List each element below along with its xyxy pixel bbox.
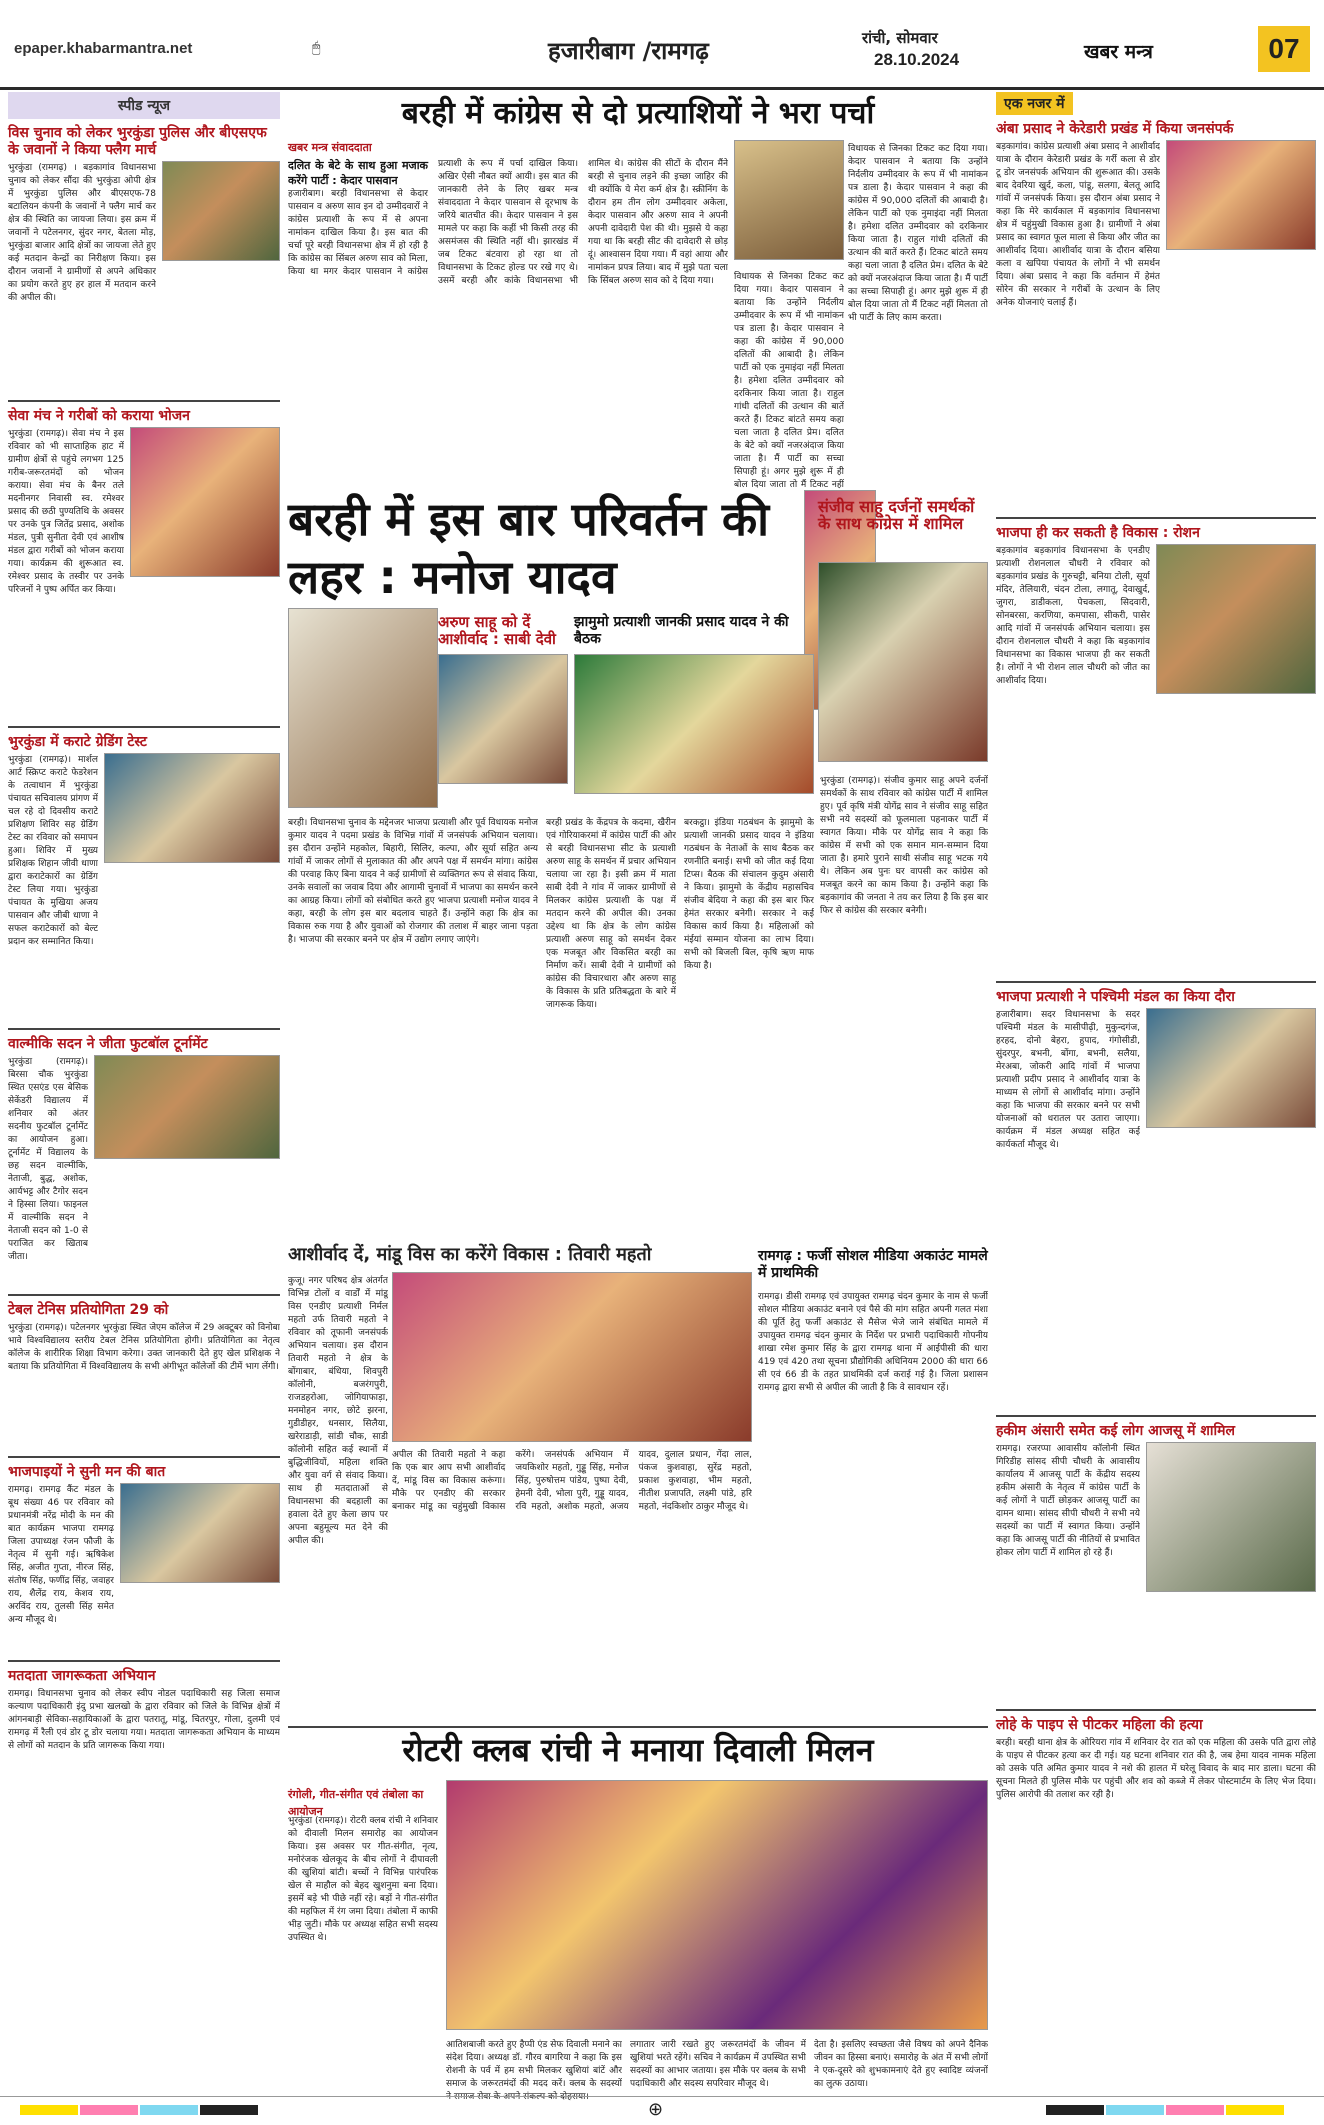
pointer-icon: 🖱 [312, 40, 321, 56]
story-headline[interactable]: टेबल टेनिस प्रतियोगिता 29 को [8, 1302, 169, 1318]
news-photo [104, 753, 280, 863]
news-photo [1146, 1008, 1316, 1128]
divider [8, 1660, 280, 1662]
story-text: बरही। बरही थाना क्षेत्र के ओरियरा गांव में शनिवार देर रात को एक महिला की उसके पति द्वारा लोहे के पाइप से पीटकर हत्या कर दी गई। यह घटना शनिवार रात की है, जब हेमा यादव नामक महिला को उसके पति अमित कुमार यादव ने नशे की हालत में घरेलू विवाद के बाद मार डाला। घटना की सूचना मिलते ही पुलिस मौके पर पहुंची और शव को कब्जे में लेकर पोस्टमार्टम के लिए भेज दिया। पुलिस आरोपी की तलाश कर रही है। [996, 1738, 1316, 1800]
story-text: कुजू। नगर परिषद क्षेत्र अंतर्गत विभिन्न टोलों व वार्डों में मांडू विस एनडीए प्रत्याशी निर्मल महतो उर्फ तिवारी महतो ने रविवार को तूफानी जनसंपर्क अभियान चलाया। इस दौरान तिवारी महतो ने क्षेत्र के बोंगाबार, बंधिया, शिवपुरी कॉलोनी, बजरंगपुरी, राजडहरोआ, जोगियाफाड़ा, मनमोहन नगर, छोटे झरना, गुडीडीहर, धनसार, सिलैया, खरेराडाड़ी, सांडी चौक, साडी कॉलोनी सहित कई स्थानों में बुद्धिजीवियों, महिला शक्ति और युवा वर्ग से संवाद किया। साथ ही मतदाताओं से विधानसभा की बदहाली का हवाला देते हुए केला छाप पर अपना बहुमूल्य मत देने की अपील की। [288, 1276, 388, 1546]
color-swatch [1226, 2105, 1284, 2115]
story-text: हजारीबाग। बरही विधानसभा से केदार पासवान व अरुण साव इन दो उम्मीदवारों ने कांग्रेस प्रत्याशी के रूप में से अपना नामांकन दाखिल किया है। इस बात की चर्चा पूरे बरही विधानसभा क्षेत्र में हो रही है कि कांग्रेस का सिंबल अरुण साव को मिला, किया था मगर केदार पासवान ने कांग्रेस प्रत्याशी के रूप में पर्चा दाखिल किया। अखिर ऐसी नौबत क्यों आयी। इस बात की जानकारी लेने के लिए खबर मन्त्र संवाददाता ने केदार पासवान से दूरभाष के जरिये बातचीत की। केदार पासवान ने इस मामले पर कहा कि कहीं भी किसी तरह की असमंजस की स्थिति नहीं थी। झारखंड में जब टिकट बंटवारा हो रहा था तो विधानसभा के टिकट होल्ड पर रखे गए थे। उसमें बरही और कांके विधानसभा भी शामिल थे। कांग्रेस की सीटों के दौरान मैंने बरही से चुनाव लड़ने की इच्छा जाहिर की थी क्योंकि ये मेरा कर्म क्षेत्र है। स्क्रीनिंग के दौरान हम तीन लोग उम्मीदवार अकेला, केदार पासवान और अरुण साव ने अपनी अपनी दावेदारी पेश की थी। मुझसे ये कहा गया था कि बरही सीट की दावेदारी से छोड़ दूं। आश्वासन दिया गया। मैं वहां आया और नामांकन प्रपत्र लिया। बाद में मुझे पता चला कि सिंबल अरुण साव को दे दिया गया। [288, 159, 728, 286]
headline-fake-account[interactable]: रामगढ़ : फर्जी सोशल मीडिया अकाउंट मामले में प्राथमिकी [758, 1248, 988, 1281]
news-photo [94, 1055, 280, 1159]
edition-title: हजारीबाग /रामगढ़ [548, 37, 709, 65]
main-news-area [288, 92, 988, 2102]
story-text: विधायक से जिनका टिकट कट दिया गया। केदार पासवान ने बताया कि उन्होंने निर्दलीय उम्मीदवार के रूप में भी नामांकन पत्र डाला है। केदार पासवान ने कहा की कांग्रेस में 90,000 दलितों की आबादी है। लेकिन पार्टी को एक नुमाइंदा नहीं मिलता है। हमेशा दलित उम्मीदवार को दरकिनार किया जाता है। राहुल गांधी दलितों की उत्थान की बातें करते हैं। टिकट बांटते समय कहा चला जाता है दलित प्रेम। दलित के बेटे को क्यों नजरअंदाज किया जाता है। मैं पार्टी का सच्चा सिपाही हूं। अगर मुझे शुरू में ही बोल दिया जाता तो मैं टिकट नहीं [734, 272, 844, 490]
story-headline[interactable]: अंबा प्रसाद ने केरेडारी प्रखंड में किया जनसंपर्क [996, 121, 1234, 137]
story-text: बरकट्ठा। इंडिया गठबंधन के झामुमो के प्रत्याशी जानकी प्रसाद यादव ने इंडिया गठबंधन के नेताओं के साथ बैठक कर रणनीति बनाई। सभी को जीत कई दिया टिप्स। बैठक की संचालन कुदुम अंसारी ने किया। झामुमो के केंद्रीय महासचिव संजीव बेदिया ने कहा की इस बार फिर हेमंत सरकार बनेगी। सरकार ने कई विकास कार्य किया है। महिलाओं को मंईयां सम्मान योजना का लाभ दिया। सभी को बिजली बिल, कृषि ऋण माफ किया है। [684, 818, 814, 971]
news-photo [162, 161, 280, 261]
headline-rotary-club[interactable]: रोटरी क्लब रांची ने मनाया दिवाली मिलन [402, 1731, 874, 1769]
divider [8, 1028, 280, 1030]
story-text: भुरकुंडा (रामगढ़) । बड़कागांव विधानसभा चुनाव को लेकर सौंदा की भुरकुंडा ओपी क्षेत्र में भुरकुंडा पुलिस और बीएसएफ-78 बटालियन कंपनी के जवानों ने फ्लैग मार्च कर क्षेत्र की स्थिति का जायजा लिया। इस क्रम में जवानों ने पटेलनगर, सुंदर नगर, बेतला मोड़, भुरकुंडा बाजार आदि क्षेत्रों का जायजा लेते हुए कई मतदान केन्द्रों का निरीक्षण किया। इस दौरान जवानों ने ग्रामीणों से अपने अधिकार का प्रयोग करते हुए हर हाल में मतदान करने की अपील की। [8, 163, 156, 303]
headline-manoj-yadav[interactable]: बरही में इस बार परिवर्तन की लहर : मनोज यादव [288, 492, 770, 604]
story-text: रामगढ़। रामगढ़ कैंट मंडल के बूथ संख्या 46 पर रविवार को प्रधानमंत्री नरेंद्र मोदी के मन की बात कार्यक्रम भाजपा रामगढ़ जिला उपाध्यक्ष रंजन फौजी के नेतृत्व में सुनी गई। ऋषिकेश सिंह, अजीत गुप्ता, नीरज सिंह, संतोष सिंह, फणींद्र सिंह, जवाहर राय, शैलेंद्र राय, केशव राय, अरविंद राय, तुलसी सिंह समेत अन्य मौजूद थे। [8, 1485, 114, 1625]
news-photo [130, 427, 280, 577]
color-swatch [200, 2105, 258, 2115]
story-headline[interactable]: सेवा मंच ने गरीबों को कराया भोजन [8, 408, 190, 424]
story-text: देता है। इसलिए स्वच्छता जैसे विषय को अपने दैनिक जीवन का हिस्सा बनाएं। समारोह के अंत में सभी लोगों ने एक-दूसरे को शुभकामनाएं देते हुए स्वादिष्ट व्यंजनों का लुत्फ उठाया। [814, 2040, 988, 2089]
news-photo [446, 1780, 988, 2030]
story-text: हजारीबाग। सदर विधानसभा के सदर पश्चिमी मंडल के मासीपीढ़ी, मुकुन्दगंज, हरहद, दोनो बेहरा, हुपाद, गंगोसीडी, सुंदरपुर, बभनी, बोंगा, बभनी, सलैया, मेरअबा, जोकरी आदि गांवों में भाजपा प्रत्याशी प्रदीप प्रसाद ने आशीर्वाद यात्रा के माध्यम से लोगों से आशीर्वाद मांगा। उन्होंने कहा कि भाजपा की सरकार बनने पर सभी योजनाओं को धरातल पर उतारा जाएगा। कार्यक्रम में मंडल अध्यक्ष सहित कई कार्यकर्ता मौजूद थे। [996, 1010, 1140, 1150]
sidebar-headline[interactable]: संजीव साहू दर्जनों समर्थकों के साथ कांग्रेस में शामिल [818, 497, 975, 533]
masthead [0, 0, 1324, 90]
registration-mark-icon: ⊕ [648, 2099, 664, 2120]
story-headline[interactable]: भाजपाइयों ने सुनी मन की बात [8, 1464, 166, 1480]
story-text: बड़कागांव। कांग्रेस प्रत्याशी अंबा प्रसाद ने आशीर्वाद यात्रा के दौरान केरेडारी प्रखंड के गर्री कला से डोर टू डोर जनसंपर्क अभियान की शुरूआत की। उसके बाद देवरिया खुर्द, कला, पांडू, सलगा, बेलतू आदि गांवों में जनसंपर्क किया। इस दौरान अंबा प्रसाद ने कहा कि मेरे कार्यकाल में बड़कागांव विधानसभा क्षेत्र में चहुंमुखी विकास हुआ है। ग्रामीणों ने अंबा प्रसाद का स्वागत फूल माला से किया और जीत का आशीर्वाद दिया। आशीर्वाद यात्रा के दौरान बसिया कला व खपिया पंचायत के लोगों ने भी समर्थन दिया। अंबा प्रसाद ने कहा कि वर्तमान में हेमंत सोरेन की सरकार ने गरीबों के उत्थान के लिए अनेक योजनाएं चलाई हैं। [996, 142, 1160, 308]
news-photo [574, 654, 814, 794]
left-news-column [8, 92, 280, 2092]
divider [996, 1709, 1316, 1711]
story-headline[interactable]: भाजपा प्रत्याशी ने पश्चिमी मंडल का किया दौरा [996, 989, 1235, 1005]
news-photo [1166, 140, 1316, 250]
divider [996, 981, 1316, 983]
story-text: भुरकुंडा (रामगढ़)। मार्शल आर्ट स्क्रिप्ट कराटे फेडरेशन के तत्वाधान में भुरकुंडा पंचायत सचिवालय प्रांगण में चल रहे दो दिवसीय कराटे प्रशिक्षण शिविर सह ग्रेडिंग टेस्ट का रविवार को समापन हुआ। शिविर में मुख्य प्रशिक्षक शिहान जीवी धाणा द्वारा कराटेकारों का ग्रेडिंग टेस्ट लिया गया। भुरकुंडा पंचायत के मुखिया अजय पासवान और जीबी धाणा ने सफल कराटेकारों को बेल्ट प्रदान कर सम्मानित किया। [8, 755, 98, 947]
story-text: रामगढ़। रजरप्पा आवासीय कॉलोनी स्थित गिरिडीह सांसद सीपी चौधरी के आवासीय कार्यालय में आजसू पार्टी के केंद्रीय सदस्य हकीम अंसारी के नेतृत्व में कांग्रेस पार्टी के कई लोगों ने पार्टी छोड़कर आजसू पार्टी का दामन थामा। सांसद सीपी चौधरी ने सभी नये सदस्यों का पार्टी में स्वागत किया। उन्होंने कहा कि आजसू पार्टी की नीतियों से प्रभावित होकर लोग पार्टी में शामिल हो रहे हैं। [996, 1444, 1140, 1558]
story-text: बरही प्रखंड के केंद्रपत्र के कदमा, खैरीन एवं गोरियाकरमां में कांग्रेस पार्टी की ओर से बरही विधानसभा सीट के प्रत्याशी अरुण साहू के समर्थन में प्रचार अभियान चलाया जा रहा है। इसी क्रम में माता साबी देवी ने गांव में जाकर ग्रामीणों से मिलकर कांग्रेस प्रत्याशी के पक्ष में मतदान करने की अपील की। उनका उद्देश्य था कि क्षेत्र के लोग कांग्रेस प्रत्याशी अरुण साहू को समर्थन देकर एक मजबूत और विकसित बरही का निर्माण करें। साबी देवी ने ग्रामीणों को कांग्रेस की विचारधारा और अरुण साहू के विकास के प्रति प्रतिबद्धता के बारे में जागरूक किया। [546, 818, 676, 1010]
news-photo [120, 1483, 280, 1583]
story-headline[interactable]: विस चुनाव को लेकर भुरकुंडा पुलिस और बीएसएफ के जवानों ने किया फ्लैग मार्च [8, 125, 267, 158]
right-news-column [996, 92, 1316, 2092]
news-photo [288, 608, 438, 808]
color-swatch [1106, 2105, 1164, 2115]
news-photo [818, 562, 988, 762]
lead-story-text [288, 158, 728, 488]
story-text: भुरकुंडा (रामगढ़)। पटेलनगर भुरकुंडा स्थित जेएम कॉलेज में 29 अक्टूबर को विनोबा भावे विश्वविद्यालय स्तरीय टेबल टेनिस प्रतियोगिता होगी। प्रतियोगिता का नेतृत्व कॉलेज के शारीरिक शिक्षा विभाग करेगा। उक्त जानकारी देते हुए खेल प्रशिक्षक ने बताया कि प्रतियोगिता में विश्वविद्यालय के सभी अंगीभूत कॉलेजों की टीमें भाग लेंगी। [8, 1323, 280, 1372]
page-number: 07 [1258, 26, 1310, 72]
photo-caption: झामुमो प्रत्याशी जानकी प्रसाद यादव ने की बैठक [574, 614, 789, 647]
story-headline[interactable]: मतदाता जागरूकता अभियान [8, 1668, 156, 1684]
news-photo [1156, 544, 1316, 694]
story-text: विधायक से जिनका टिकट कट दिया गया। केदार पासवान ने बताया कि उन्होंने निर्दलीय उम्मीदवार के रूप में भी नामांकन पत्र डाला है। केदार पासवान ने कहा की कांग्रेस में 90,000 दलितों की आबादी है। लेकिन पार्टी को एक नुमाइंदा नहीं मिलता है। हमेशा दलित उम्मीदवार को दरकिनार किया जाता है। राहुल गांधी दलितों की उत्थान की बातें करते हैं। टिकट बांटते समय कहा चला जाता है दलित प्रेम। दलित के बेटे को क्यों नजरअंदाज किया जाता है। मैं पार्टी का सच्चा सिपाही हूं। अगर मुझे शुरू में ही बोल दिया जाता तो मैं टिकट नहीं मिलता तो भी पार्टी के लिए काम करता। [848, 144, 988, 323]
headline-tiwari-mahto[interactable]: आशीर्वाद दें, मांडू विस का करेंगे विकास : तिवारी महतो [288, 1244, 652, 1265]
divider [996, 517, 1316, 519]
story-text: भुरकुंडा (रामगढ़)। बिरसा चौक भुरकुंडा स्थित एसएंड एस बेसिक सेकेंडरी विद्यालय में शनिवार को अंतर सदनीय फुटबॉल टूर्नामेंट का आयोजन हुआ। टूर्नामेंट में विद्यालय के छह सदन वाल्मीकि, नेताजी, बुद्ध, अशोक, आर्यभट्ट और टैगोर सदन ने हिस्सा लिया। फाइनल में वाल्मीकि सदन ने नेताजी सदन को 1-0 से पराजित कर खिताब जीता। [8, 1057, 88, 1262]
divider [8, 400, 280, 402]
news-photo [1146, 1442, 1316, 1592]
story-text: बड़कागांव बड़कागांव विधानसभा के एनडीए प्रत्याशी रोशनलाल चौधरी ने रविवार को बड़कागांव प्रखंड के गुरुचट्टी, बनिया टोली, सूर्या मंदिर, तेलियारी, चंदन टोला, लगातू, देवाखुर्द, जुगरा, डाडीकला, पेचकला, सिदवारी, सोनबरसा, करणिया, कमपासा, सीकरी, पासेर आदि गांवों में जनसंपर्क अभियान चलाया। इस दौरान रोशनलाल चौधरी ने कहा कि बड़कागांव विधानसभा का विकास भाजपा ही कर सकती है। लोगों ने भी रोशन लाल चौधरी को जीत का आशीर्वाद दिया। [996, 546, 1150, 686]
divider [8, 1294, 280, 1296]
story-text: बरही। विधानसभा चुनाव के मद्देनजर भाजपा प्रत्याशी और पूर्व विधायक मनोज कुमार यादव ने पदमा प्रखंड के विभिन्न गांवों में जनसंपर्क अभियान चलाया। इस दौरान उन्होंने महकोल, बिहारी, सिलिर, कल्पा, और सूर्या सहित अन्य गांवों में जाकर लोगों से मुलाकात की और अपने पक्ष में समर्थन मांगा। कांग्रेस की परवाह किए बिना यादव ने कई ग्रामीणों से व्यक्तिगत रूप से संवाद किया, उनके सवालों का जवाब दिया और आगामी चुनावों में भाजपा का समर्थन करने का आग्रह किया। लोगों को संबोधित करते हुए भाजपा प्रत्याशी मनोज यादव ने कहा, बरही के लोग इस बार बदलाव चाहते हैं। उन्होंने कहा कि क्षेत्र का विकास रुक गया है और युवाओं को रोजगार की तलाश में बाहर जाना पड़ता है। भाजपा की सरकार बनने पर क्षेत्र में उद्योग लगाए जाएंगे। [288, 818, 538, 945]
site-url[interactable]: epaper.khabarmantra.net [14, 40, 193, 57]
color-swatch [1046, 2105, 1104, 2115]
story-text: रामगढ़। विधानसभा चुनाव को लेकर स्वीप नोडल पदाधिकारी सह जिला समाज कल्याण पदाधिकारी इंदु प्रभा खलखो के द्वारा रविवार को जिले के विभिन्न क्षेत्रों में आंगनबाड़ी सेविका-सहायिकाओं के द्वारा पतरातू, मांडू, चितरपुर, गोला, दुलमी एवं रामगढ़ में रैली एवं डोर टू डोर चलाया गया। मतदाता जागरूकता अभियान के माध्यम से लोगों को मतदान के प्रति जागरूक किया गया। [8, 1689, 280, 1751]
section-tag [996, 92, 1316, 115]
dateline-place: रांची, सोमवार [862, 29, 938, 47]
divider [8, 726, 280, 728]
story-headline[interactable]: लोहे के पाइप से पीटकर महिला की हत्या [996, 1717, 1203, 1733]
divider [996, 1415, 1316, 1417]
story-text: लगातार जारी रखते हुए जरूरतमंदों के जीवन में खुशियां भरते रहेंगे। सचिव ने कार्यक्रम में उपस्थित सभी सदस्यों का आभार जताया। इस मौके पर क्लब के सभी पदाधिकारी और सदस्य सपरिवार मौजूद थे। [630, 2040, 806, 2089]
story-kicker: रंगोली, गीत-संगीत एवं तंबोला का आयोजन [288, 1788, 424, 1818]
news-photo [438, 654, 568, 784]
story-text: भुरकुंडा (रामगढ़)। सेवा मंच ने इस रविवार को भी साप्ताहिक हाट में ग्रामीण क्षेत्रों से पहुंचे लगभग 125 गरीब-जरूरतमंदों को भोजन कराया। सेवा मंच के बैनर तले मदनीनगर निवासी स्व. रमेश्वर प्रसाद की छठी पुण्यतिथि के अवसर पर उनके पुत्र जितेंद्र प्रसाद, अशोक मंडल, पुत्री सुनीता देवी एवं आशीष मंडल द्वारा गरीबों को भोजन कराया गया। कार्यक्रम की शुरूआत स्व. रमेश्वर प्रसाद के तस्वीर पर उनके परिजनों ने पुष्प अर्पित कर किया। [8, 429, 124, 595]
divider [8, 1456, 280, 1458]
story-text: भुरकुंडा (रामगढ़)। रोटरी क्लब रांची ने शनिवार को दीवाली मिलन समारोह का आयोजन किया। इस अवसर पर गीत-संगीत, नृत्य, मनोरंजक खेलकूद के बीच लोगों ने दीपावली की खुशियां बांटी। बच्चों ने विभिन्न पारंपरिक खेल से माहौल को बेहद खुशनुमा बना दिया। इसमें बड़े भी पीछे नहीं रहे। बड़ों ने गीत-संगीत की महफिल में रंग जमा दिया। तंबोला में काफी भीड़ जुटी। मौके पर अध्यक्ष सहित सभी सदस्य उपस्थित थे। [288, 1816, 438, 1943]
candidate-portrait [734, 140, 844, 260]
color-swatch [1166, 2105, 1224, 2115]
story-text: अपील की तिवारी महतो ने कहा कि एक बार आप सभी आशीर्वाद दें, मांडू विस का विकास करूंगा। मौके पर एनडीए की सरकार बनाकर मांडू का चहुंमुखी विकास करेंगे। जनसंपर्क अभियान में जयकिशोर महतो, गुड्डू सिंह, मनोज सिंह, पुरुषोत्तम पांडेय, पुष्पा देवी, हेमनी देवी, भोला पुरी, गुड्डू यादव, रवि महतो, अशोक महतो, अजय यादव, दुलाल प्रधान, गेंदा लाल, पंकज कुशवाहा, सुरेंद्र महतो, प्रकाश कुशवाहा, भीम महतो, नीतीश प्रजापति, लक्ष्मी पांडे, हरि महतो, नंदकिशोर ठाकुर मौजूद थे। [392, 1450, 752, 1512]
story-headline[interactable]: वाल्मीकि सदन ने जीता फुटबॉल टूर्नामेंट [8, 1036, 208, 1052]
story-text: आतिशबाजी करते हुए हैप्पी एंड सेफ दिवाली मनाने का संदेश दिया। अध्यक्ष डॉ. गौरव बागरिया ने कहा कि इस रोशनी के पर्व में हम सभी मिलकर खुशियां बांटें और समाज के जरूरतमंदों की मदद करें। क्लब के सदस्यों ने समाज सेवा के अपने संकल्प को दोहराया। [446, 2040, 622, 2102]
dateline-date: 28.10.2024 [874, 50, 960, 69]
story-headline[interactable]: हकीम अंसारी समेत कई लोग आजसू में शामिल [996, 1423, 1236, 1439]
print-registration-bar [0, 2096, 1324, 2125]
speed-news-strip: स्पीड न्यूज [8, 92, 280, 119]
photo-caption: अरुण साहू को दें आशीर्वाद : साबी देवी [438, 613, 556, 648]
story-headline[interactable]: भाजपा ही कर सकती है विकास : रोशन [996, 525, 1200, 541]
story-kicker: दलित के बेटे के साथ हुआ मजाक करेंगे पार्टी : केदार पासवान [288, 159, 428, 187]
news-photo [392, 1272, 752, 1442]
color-swatch [140, 2105, 198, 2115]
lead-headline[interactable]: बरही में कांग्रेस से दो प्रत्याशियों ने भरा पर्चा [401, 96, 875, 131]
color-swatch [20, 2105, 78, 2115]
byline: खबर मन्त्र संवाददाता [288, 141, 372, 154]
brand-logo: खबर मन्त्र [1084, 41, 1153, 63]
story-text: रामगढ़। डीसी रामगढ़ एवं उपायुक्त रामगढ़ चंदन कुमार के नाम से फर्जी सोशल मीडिया अकाउंट बनाने एवं पैसे की मांग सहित अपनी गलत मंशा की पूर्ति हेतु फर्जी अकाउंट से मैसेज भेजे जाने संबंधित मामले में उपायुक्त रामगढ़ चंदन कुमार के निर्देश पर प्रभारी पदाधिकारी गोपनीय शाखा रमेश कुमार सिंह के द्वारा रामगढ़ थाना में आईपीसी की धारा 419 एवं 420 तथा सूचना प्रौद्योगिकी अधिनियम 2000 की धारा 66 सी एवं 66 डी के तहत प्राथमिकी दर्ज कराई गई है। जिला प्रशासन रामगढ़ द्वारा सभी से अपील की जाती है कि वे सावधान रहें। [758, 1292, 988, 1393]
color-swatch [80, 2105, 138, 2115]
story-text: भुरकुंडा (रामगढ़)। संजीव कुमार साहू अपने दर्जनों समर्थकों के साथ रविवार को कांग्रेस पार्टी में शामिल हुए। पूर्व कृषि मंत्री योगेंद्र साव ने संजीव साहू सहित सभी नये सदस्यों को फूलमाला पहनाकर पार्टी में स्वागत किया। मौके पर योगेंद्र साव ने कहा कि कांग्रेस में सभी को एक समान मान-सम्मान दिया जाता है। हमारे पुराने साथी संजीव साहू भटक गये थे। लेकिन अब पुनः घर वापसी कर कांग्रेस को मजबूत करने का काम किया है। उन्होंने कहा कि बड़कागांव की जनता ने तय कर लिया है कि इस बार फिर से कांग्रेस की सरकार बनेगी। [820, 776, 988, 916]
story-headline[interactable]: भुरकुंडा में कराटे ग्रेडिंग टेस्ट [8, 734, 147, 750]
section-tag-label: एक नजर में [996, 92, 1073, 115]
